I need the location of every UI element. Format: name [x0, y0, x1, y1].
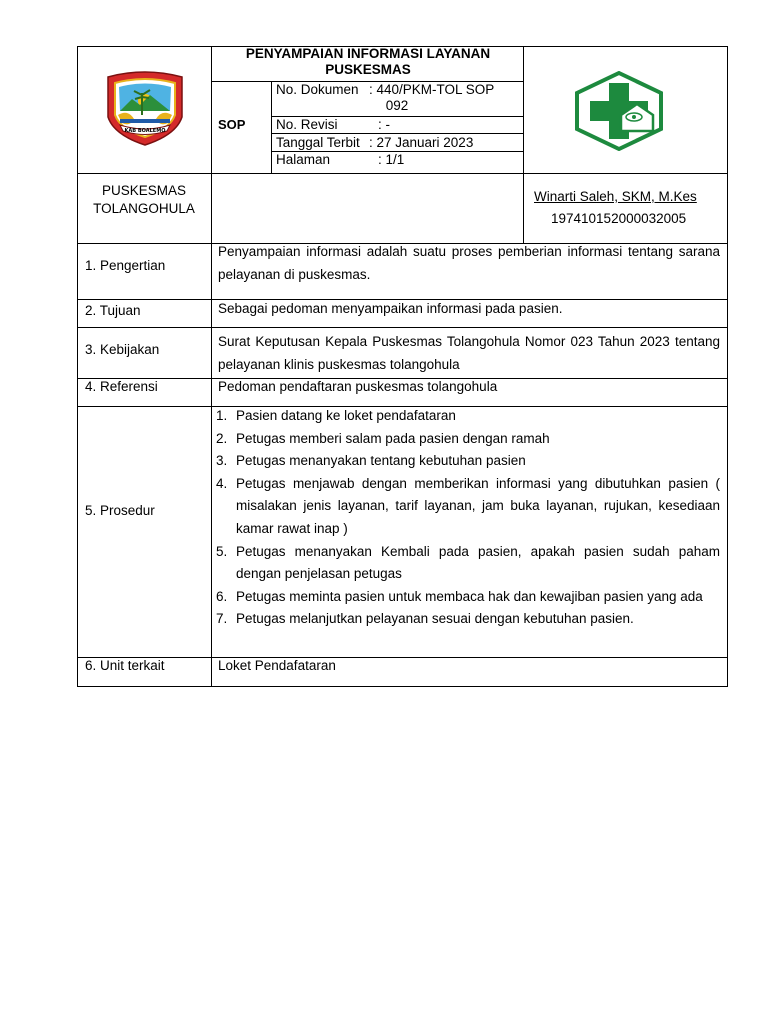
document-title: PENYAMPAIAN INFORMASI LAYANAN PUSKESMAS — [245, 46, 491, 77]
procedure-step-number: 4. — [216, 475, 228, 491]
procedure-list — [216, 405, 720, 631]
procedure-step — [216, 405, 720, 428]
section-label-unit-terkait: 6. Unit terkait — [85, 658, 165, 673]
section-label-pengertian: 1. Pengertian — [85, 258, 166, 273]
section-text-referensi: Pedoman pendaftaran puskesmas tolangohula — [218, 379, 498, 394]
section-text-unit-terkait: Loket Pendafataran — [218, 658, 336, 673]
procedure-step — [216, 586, 720, 609]
revision-label: No. Revisi — [276, 117, 338, 132]
org-name-line1: PUSKESMAS — [101, 183, 187, 198]
procedure-step — [216, 428, 720, 451]
procedure-step-number: 7. — [216, 611, 228, 627]
doc-number-value-cont: 092 — [385, 98, 409, 113]
signer-name: Winarti Saleh, SKM, M.Kes — [534, 189, 697, 204]
rule-col1 — [211, 46, 212, 687]
section-text-tujuan: Sebagai pedoman menyampaikan informasi pada pasien. — [218, 301, 563, 316]
rule-revision-bottom — [271, 133, 523, 134]
sop-label: SOP — [218, 117, 246, 132]
procedure-step — [216, 473, 720, 541]
page-label: Halaman — [276, 152, 331, 167]
page-value: : 1/1 — [378, 152, 405, 167]
section-text-pengertian: Penyampaian informasi adalah suatu proses pemberian informasi tentang sarana pelayanan di puskesmas. — [218, 244, 720, 282]
rule-pengertian-bottom — [77, 299, 728, 300]
puskesmas-logo — [571, 71, 667, 151]
rule-sop-col — [271, 81, 272, 173]
section-label-kebijakan: 3. Kebijakan — [85, 342, 160, 357]
procedure-step-number: 1. — [216, 408, 228, 423]
regency-emblem — [104, 71, 186, 147]
doc-number-label: No. Dokumen — [276, 82, 359, 97]
procedure-step-number: 5. — [216, 543, 228, 559]
rule-tujuan-bottom — [77, 327, 728, 328]
rule-prosedur-bottom — [77, 657, 728, 658]
procedure-step-text: Pasien datang ke loket pendafataran — [236, 408, 456, 423]
rule-header-bottom — [77, 173, 728, 174]
section-label-referensi: 4. Referensi — [85, 379, 158, 394]
procedure-step-number: 6. — [216, 588, 228, 604]
svg-text:KAB BOALEMO: KAB BOALEMO — [124, 128, 166, 134]
issued-date-value: : 27 Januari 2023 — [369, 135, 474, 150]
doc-number-value: : 440/PKM-TOL SOP — [369, 82, 495, 97]
section-label-tujuan: 2. Tujuan — [85, 303, 141, 318]
procedure-step — [216, 450, 720, 473]
procedure-step-text: Petugas menanyakan Kembali pada pasien, apakah pasien sudah paham dengan penjelasan petugas — [236, 543, 720, 582]
procedure-step-text: Petugas melanjutkan pelayanan sesuai dengan kebutuhan pasien. — [236, 611, 634, 627]
signer-id: 197410152000032005 — [551, 211, 687, 226]
org-name-line2: TOLANGOHULA — [93, 201, 195, 216]
procedure-step — [216, 608, 720, 631]
rule-col-right — [523, 46, 524, 243]
procedure-step-text: Petugas meminta pasien untuk membaca hak dan kewajiban pasien yang ada — [236, 588, 703, 604]
revision-value: : - — [378, 117, 390, 132]
procedure-step-text: Petugas menanyakan tentang kebutuhan pasien — [236, 453, 526, 469]
section-text-kebijakan: Surat Keputusan Kepala Puskesmas Tolangohula Nomor 023 Tahun 2023 tentang pelayanan klinis puskesmas tolangohula — [218, 334, 720, 372]
section-label-prosedur: 5. Prosedur — [85, 503, 155, 518]
issued-date-label: Tanggal Terbit — [276, 135, 360, 150]
procedure-step — [216, 541, 720, 586]
procedure-step-text: Petugas menjawab dengan memberikan informasi yang dibutuhkan pasien ( misalakan jenis layanan, tarif layanan, jam buka layanan, rujukan, kesediaan kamar rawat inap ) — [236, 475, 720, 536]
org-name — [77, 183, 211, 217]
procedure-step-number: 3. — [216, 453, 228, 469]
procedure-step-text: Petugas memberi salam pada pasien dengan ramah — [236, 430, 550, 446]
procedure-step-number: 2. — [216, 430, 228, 446]
